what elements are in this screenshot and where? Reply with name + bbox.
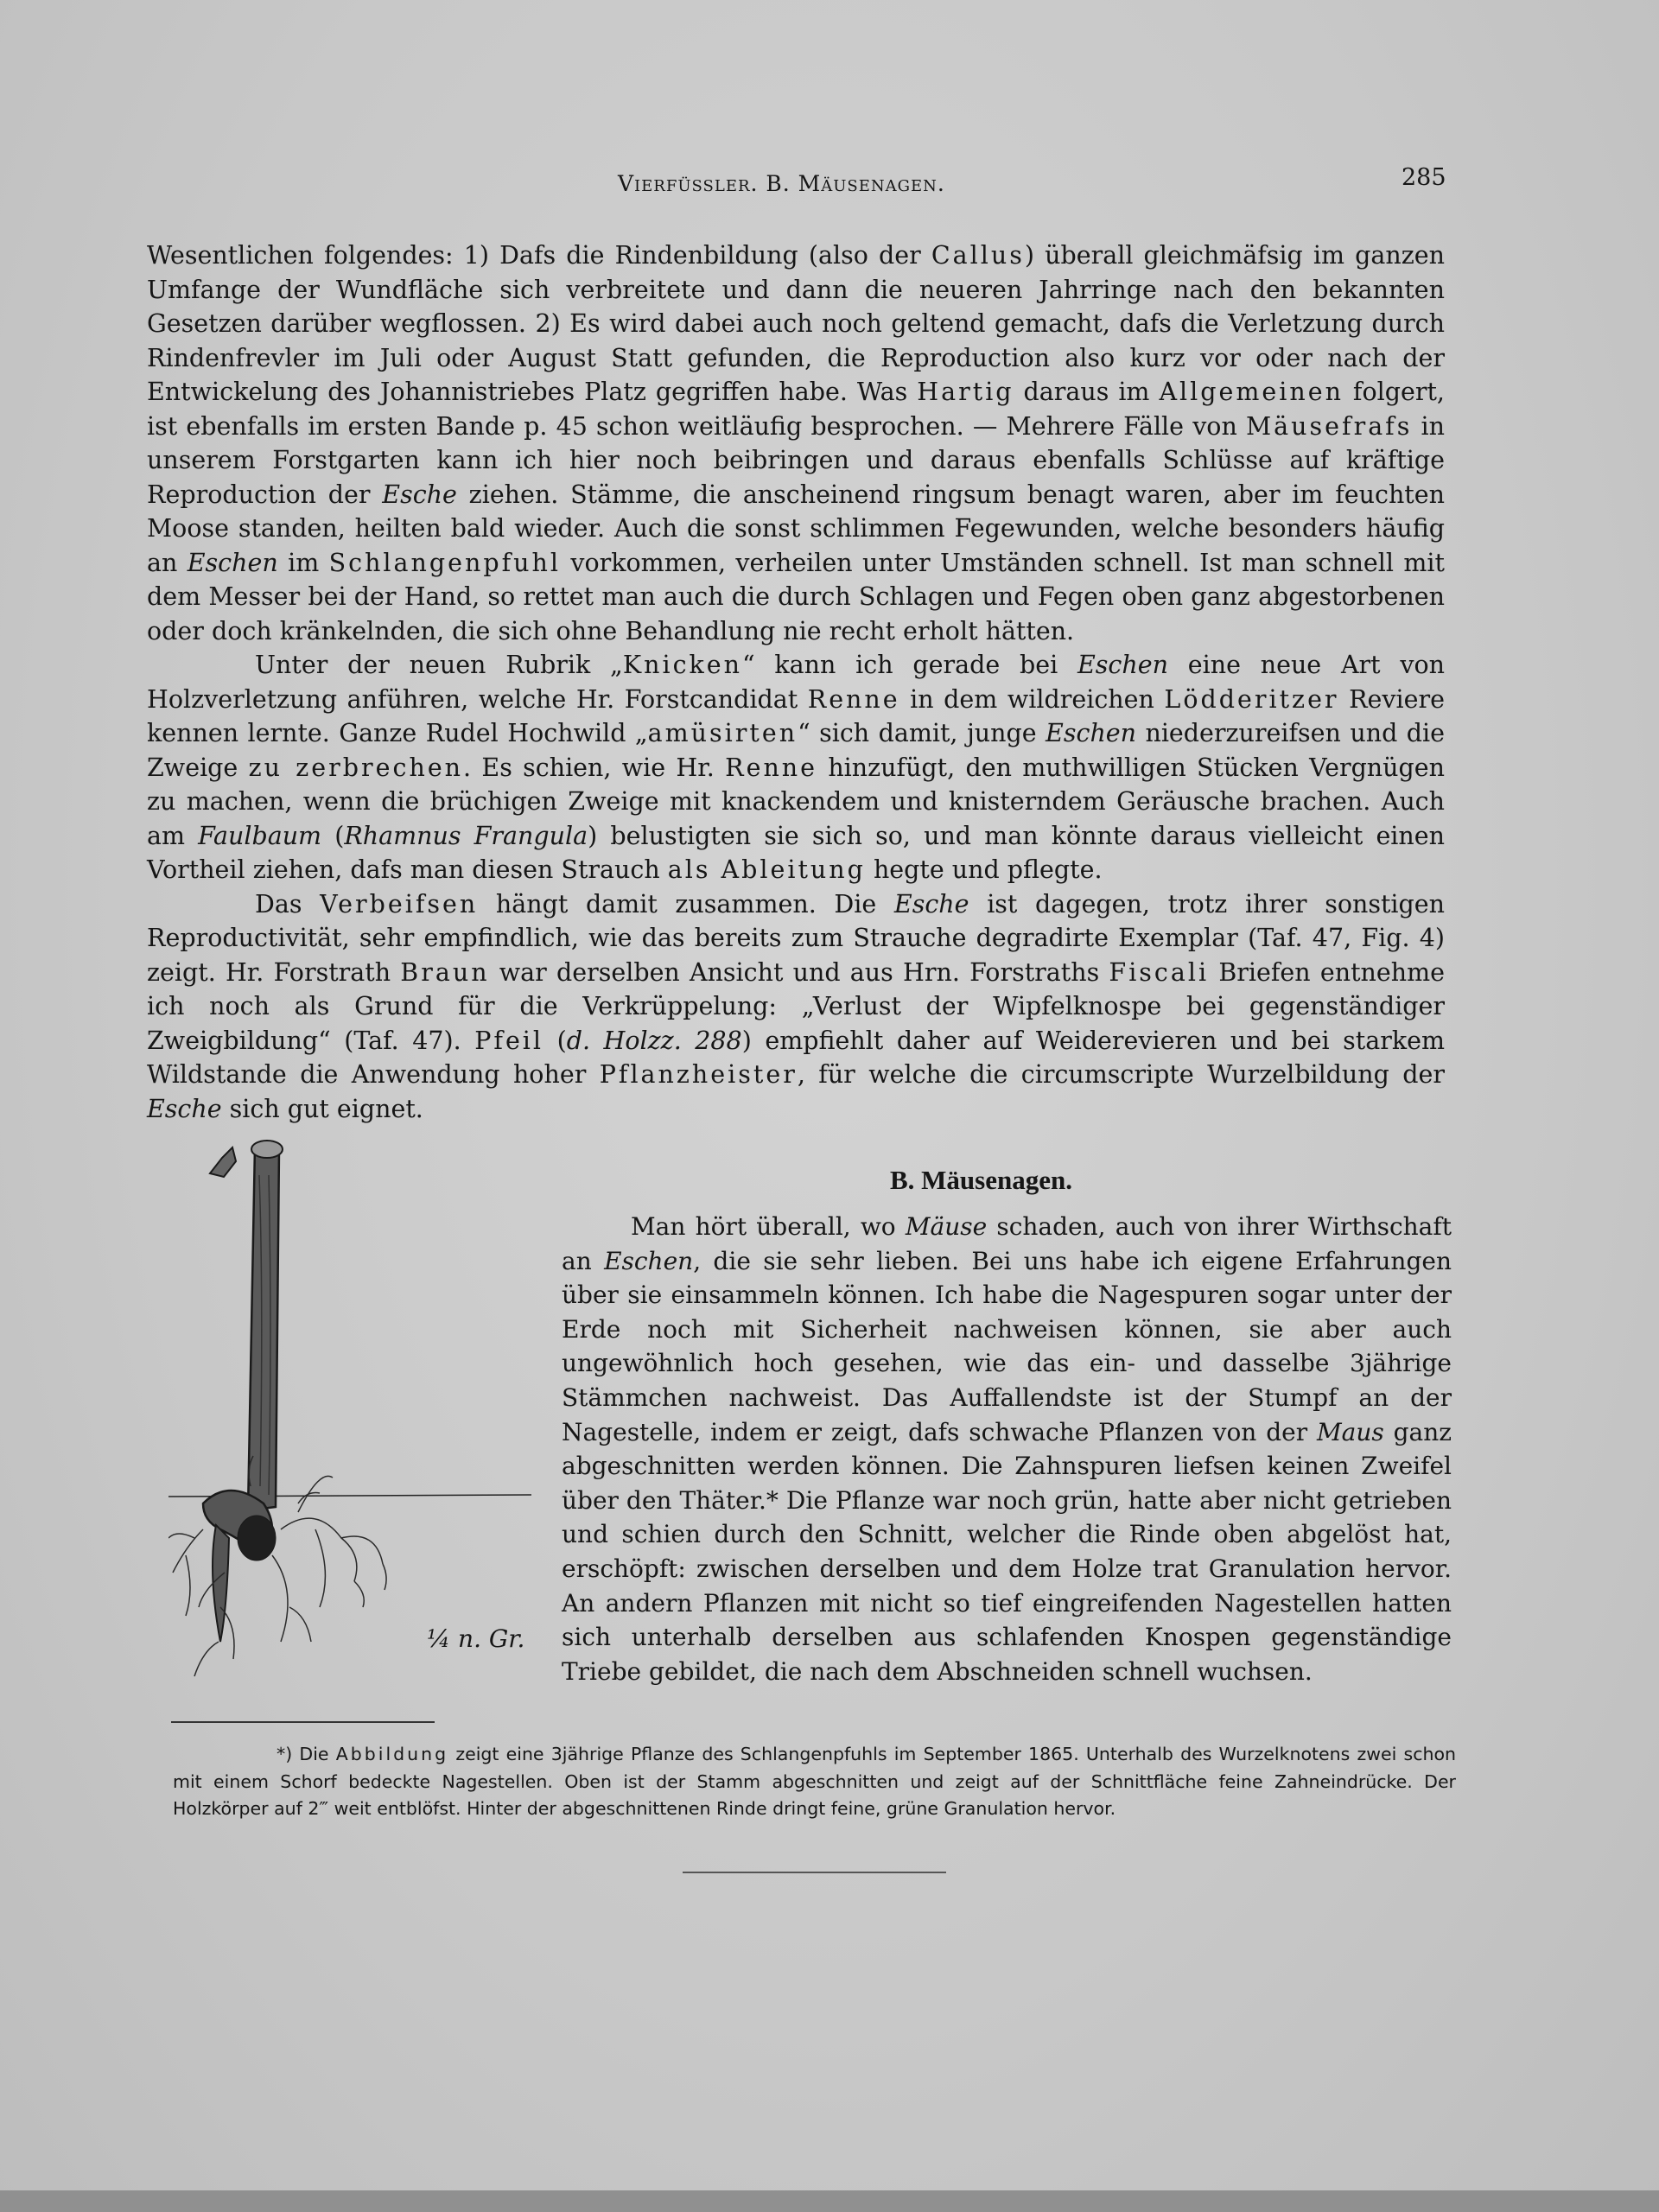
text-run: war derselben Ansicht und aus Hrn. Forstraths [489, 957, 1109, 987]
text-run: Briefen entnehme ich noch als Grund für die Verkrüppelung: „Verlust der Wipfelknospe bei gegenständiger Zweigbildung“ (Taf. 47). [147, 957, 1445, 1055]
text-run: hegte und pflegte. [865, 855, 1103, 884]
text-run: Pflanzheister [599, 1060, 798, 1089]
fine-roots [168, 1456, 386, 1676]
text-run: Lödderitzer [1164, 684, 1339, 714]
text-run: Abbildung [335, 1744, 449, 1764]
text-run: vorkommen, verheilen unter Umständen schnell. Ist man schnell mit dem Messer bei der Hand, so rettet man auch die durch Schlagen und Fegen oben ganz abgestorbenen oder doch kränkelnden, die sich ohne Behandlung nie recht erholt hätten. [147, 548, 1445, 645]
text-run: Faulbaum [198, 821, 322, 850]
footnote-rule [171, 1721, 435, 1723]
text-run: Allgemeinen [1159, 378, 1344, 406]
text-run: ( [543, 1026, 567, 1055]
text-run: Man hört überall, wo [631, 1212, 906, 1241]
text-run: ) belustigten sie sich so, und man könnte daraus vielleicht einen Vortheil ziehen, dafs man diesen Strauch [147, 821, 1446, 884]
text-run: Knicken [622, 651, 743, 679]
section-text [562, 1210, 1452, 1688]
text-run: zeigt eine 3jährige Pflanze des Schlangenpfuhls im September 1865. Unterhalb des Wurzelknotens zwei schon mit einem Schorf bedeckte Nagestellen. Oben ist der Stamm abgeschnitten und zeigt auf der Schnittfläche feine Zahneindrücke. Der Holzkörper auf 2‴ weit entblöfst. Hinter der abgeschnittenen Rinde dringt feine, grüne Granulation hervor. [173, 1744, 1456, 1819]
text-run: Unter der neuen Rubrik „ [255, 651, 623, 679]
text-run: Maus [1316, 1417, 1384, 1446]
text-run: Eschen [187, 548, 278, 577]
text-run: ) empfiehlt daher auf Weiderevieren und bei starkem Wildstande die Anwendung hoher [147, 1026, 1445, 1089]
text-run: , die sie sehr lieben. Bei uns habe ich eigene Erfahrungen über sie einsammeln können. Ich habe die Nagespuren sogar unter der Erde noch mit Sicherheit nachweisen können, sie aber auch ungewöhnlich hoch gesehen, wie das ein- und dasselbe 3jährige Stämmchen nachweist. Das Auffallendste ist der Stumpf an der Nagestelle, indem er zeigt, dafs schwache Pflanzen von der [562, 1246, 1452, 1446]
paragraph-knicken [147, 648, 1445, 887]
text-run: ziehen. Stämme, die anscheinend ringsum benagt waren, aber im feuchten Moose standen, heilten bald wieder. Auch die sonst schlimmen Fegewunden, welche besonders häufig an [147, 480, 1445, 577]
text-run: amüsirten [647, 719, 798, 747]
text-run: hinzufügt, den muthwilligen Stücken Vergnügen zu machen, wenn die brüchigen Zweige mit knackendem und knisterndem Geräusche brachen. Auch am [147, 753, 1445, 850]
text-run: Rhamnus Frangula [344, 821, 588, 850]
text-run: ( [321, 821, 345, 850]
text-run: ist dagegen, trotz ihrer sonstigen Reproductivität, sehr empfindlich, wie das bereits zum Strauche degradirte Exemplar (Taf. 47, Fig. 4) zeigt. Hr. Forstrath [147, 889, 1445, 987]
text-run: eine neue Art von Holzverletzung anführen, welche Hr. Forstcandidat [147, 651, 1445, 714]
text-run: Mäuse [905, 1212, 988, 1241]
seedling-stem [210, 1141, 283, 1510]
paragraph-callus [147, 238, 1445, 648]
ash-seedling-illustration [168, 1123, 531, 1694]
paragraph-verbeissen [147, 887, 1445, 1127]
root-knot [203, 1491, 276, 1642]
text-run: Esche [147, 1094, 222, 1123]
text-run: Fiscali [1109, 957, 1210, 987]
text-run: zu zerbrechen [248, 753, 464, 782]
text-run: Eschen [1077, 651, 1168, 679]
text-run: *) Die [276, 1744, 336, 1764]
text-run: Mäusefrafs [1246, 411, 1413, 441]
text-run: Hartig [917, 378, 1014, 406]
scan-edge [0, 2190, 1659, 2212]
text-run: schaden, auch von ihrer Wirthschaft an [562, 1212, 1452, 1275]
text-run: , für welche die circumscripte Wurzelbildung der [797, 1060, 1446, 1089]
text-run: Braun [400, 957, 490, 987]
body-text [147, 238, 1445, 1126]
section-heading: B. Mäusenagen. [890, 1165, 1072, 1195]
text-run: Reviere kennen lernte. Ganze Rudel Hochwild „ [147, 684, 1445, 747]
figure-scale-label: ¼ n. Gr. [427, 1624, 525, 1653]
text-run: “ sich damit, junge [798, 719, 1046, 747]
text-run: Wesentlichen folgendes: 1) Dafs die Rindenbildung (also der [147, 241, 931, 270]
text-run: sich gut eignet. [221, 1094, 423, 1123]
text-run: ganz abgeschnitten werden können. Die Zahnspuren liefsen keinen Zweifel über den Thäter.* Die Pflanze war noch grün, hatte aber nicht getrieben und schien durch den Schnitt, welcher die Rinde oben abgelöst hat, erschöpft: zwischen derselben und dem Holze trat Granulation hervor. An andern Pflanzen mit nicht so tief eingreifenden Nagestellen hatten sich unterhalb derselben aus schlafenden Knospen gegenständige Triebe gebildet, die nach dem Abschneiden schnell wuchsen. [562, 1417, 1452, 1686]
text-run: als Ableitung [667, 855, 866, 884]
text-run: Das [255, 889, 321, 918]
text-run: “ kann ich gerade bei [742, 651, 1077, 679]
text-run: Pfeil [474, 1026, 544, 1055]
text-run: . Es schien, wie Hr. [463, 753, 726, 782]
text-run: Verbeifsen [320, 889, 479, 918]
text-run: im [277, 548, 329, 577]
text-run: folgert, ist ebenfalls im ersten Bande p. 45 schon weitläufig besprochen. — Mehrere Fälle von [147, 378, 1445, 441]
text-run: daraus im [1014, 378, 1160, 406]
running-head: Vierfüssler. B. Mäusenagen. [618, 171, 945, 196]
text-run: Renne [725, 753, 818, 782]
page-number: 285 [1402, 164, 1446, 191]
text-run: in unserem Forstgarten kann ich hier noch beibringen und daraus ebenfalls Schlüsse auf kräftige Reproduction der [147, 411, 1446, 509]
text-run: d. Holzz. 288 [566, 1026, 742, 1055]
text-run: Esche [893, 889, 969, 918]
text-run: Esche [382, 480, 457, 509]
text-run: ) überall gleichmäfsig im ganzen Umfange der Wundfläche sich verbreitete und dann die neueren Jahrringe nach den bekannten Gesetzen darüber wegflossen. 2) Es wird dabei auch noch geltend gemacht, dafs die Verletzung durch Rindenfrevler im Juli oder August Statt gefunden, die Reproduction also kurz vor oder nach der Entwickelung des Johannistriebes Platz gegriffen habe. Was [147, 241, 1445, 406]
text-run: in dem wildreichen [899, 684, 1165, 714]
text-run: Renne [807, 684, 900, 714]
text-run: Callus [931, 241, 1025, 270]
text-run: hängt damit zusammen. Die [478, 889, 894, 918]
footnote [173, 1741, 1456, 1823]
text-run: Schlangenpfuhl [328, 548, 561, 577]
text-run: Eschen [604, 1246, 694, 1275]
text-run: Eschen [1046, 719, 1137, 747]
end-rule [683, 1872, 946, 1873]
text-run: niederzureifsen und die Zweige [147, 719, 1445, 782]
